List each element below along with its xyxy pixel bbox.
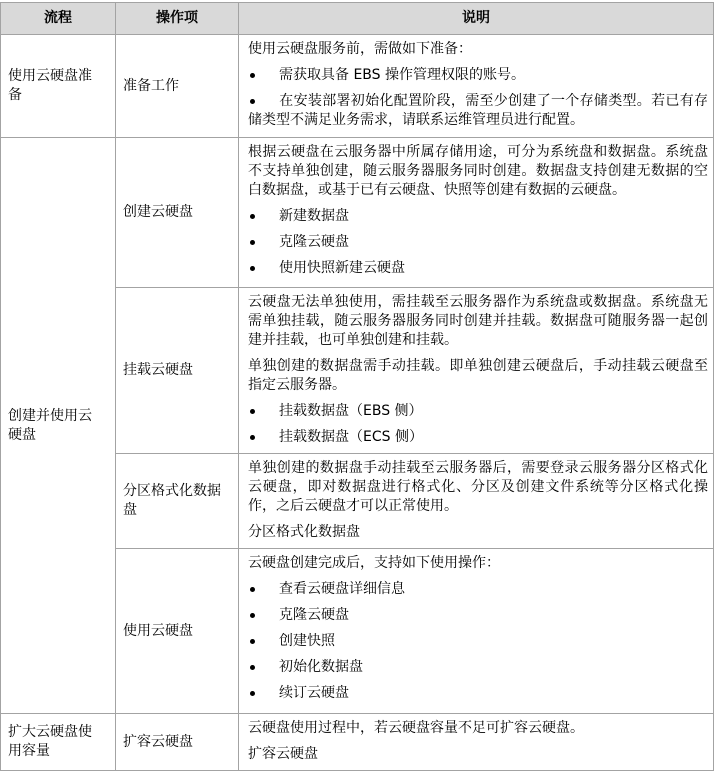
- description-cell: [239, 138, 714, 288]
- bullet-item: [248, 207, 708, 226]
- description-cell: [239, 454, 714, 549]
- bullet-icon: [248, 428, 279, 447]
- bullet-text: 在安装部署初始化配置阶段，需至少创建了一个存储类型。若已有存储类型不满足业务需求，请联系运维管理员进行配置。: [248, 93, 708, 128]
- description-text: 分区格式化数据盘: [248, 524, 360, 540]
- process-cell: [1, 138, 116, 714]
- operation-cell: [116, 714, 239, 771]
- bullet-item: [248, 684, 708, 703]
- bullet-item: [248, 259, 708, 278]
- description-text: 单独创建的数据盘需手动挂载。即单独创建云硬盘后，手动挂载云硬盘至指定云服务器。: [248, 358, 708, 393]
- bullet-icon: [248, 580, 279, 599]
- bullet-text: 挂载数据盘（ECS 侧）: [279, 429, 423, 445]
- header-description-label: 说明: [462, 10, 490, 26]
- header-operation: [116, 3, 239, 35]
- operation-label: 挂载云硬盘: [123, 362, 193, 378]
- description-text: 云硬盘无法单独使用，需挂载至云服务器作为系统盘或数据盘。系统盘无需单独挂载，随云服务器服务同时创建并挂载。数据盘可随服务器一起创建并挂载，也可单独创建和挂载。: [248, 294, 708, 348]
- bullet-text: 克隆云硬盘: [279, 234, 349, 250]
- operation-label: 准备工作: [123, 77, 179, 94]
- header-description: [239, 3, 714, 35]
- operation-label: 使用云硬盘: [123, 622, 193, 639]
- bullet-text: 挂载数据盘（EBS 侧）: [279, 403, 423, 419]
- header-operation-label: 操作项: [156, 10, 198, 26]
- bullet-text: 新建数据盘: [279, 208, 349, 224]
- description-text: 根据云硬盘在云服务器中所属存储用途，可分为系统盘和数据盘。系统盘不支持单独创建，随云服务器服务同时创建。数据盘支持创建无数据的空白数据盘，或基于已有云硬盘、快照等创建有数据的云硬盘。: [248, 144, 708, 198]
- bullet-item: [248, 428, 708, 447]
- bullet-text: 需获取具备 EBS 操作管理权限的账号。: [279, 67, 525, 83]
- bullet-item: [248, 658, 708, 677]
- process-label: 创建并使用云硬盘: [8, 407, 92, 443]
- description-cell: [239, 35, 714, 138]
- header-process-label: 流程: [44, 10, 72, 26]
- operation-cell: [116, 549, 239, 714]
- operation-label: 分区格式化数据盘: [123, 483, 221, 518]
- bullet-icon: [248, 233, 279, 252]
- bullet-text: 克隆云硬盘: [279, 607, 349, 623]
- process-label: 使用云硬盘准备: [8, 68, 92, 103]
- bullet-item: [248, 402, 708, 421]
- bullet-icon: [248, 632, 279, 651]
- operation-cell: [116, 35, 239, 138]
- bullet-icon: [248, 606, 279, 625]
- bullet-text: 使用快照新建云硬盘: [279, 260, 405, 276]
- description-cell: [239, 714, 714, 771]
- process-cell: [1, 35, 116, 138]
- operation-label: 扩容云硬盘: [123, 733, 193, 750]
- header-process: [1, 3, 116, 35]
- bullet-item: [248, 92, 708, 130]
- bullet-icon: [248, 402, 279, 421]
- bullet-text: 查看云硬盘详细信息: [279, 581, 405, 597]
- bullet-text: 创建快照: [279, 633, 335, 649]
- process-cell: [1, 714, 116, 771]
- operation-cell: [116, 138, 239, 288]
- bullet-text: 初始化数据盘: [279, 659, 363, 675]
- bullet-icon: [248, 684, 279, 703]
- description-text: 单独创建的数据盘手动挂载至云服务器后，需要登录云服务器分区格式化云硬盘，即对数据盘进行格式化、分区及创建文件系统等分区格式化操作，之后云硬盘才可以正常使用。: [248, 460, 708, 514]
- bullet-icon: [248, 259, 279, 278]
- description-text: 使用云硬盘服务前，需做如下准备：: [248, 41, 472, 57]
- bullet-item: [248, 580, 708, 599]
- bullet-item: [248, 632, 708, 651]
- bullet-icon: [248, 92, 279, 111]
- description-text: 云硬盘创建完成后，支持如下使用操作：: [248, 555, 500, 571]
- bullet-text: 续订云硬盘: [279, 685, 349, 701]
- bullet-item: [248, 606, 708, 625]
- bullet-item: [248, 233, 708, 252]
- operation-cell: [116, 454, 239, 549]
- description-cell: [239, 549, 714, 714]
- bullet-item: [248, 66, 708, 85]
- process-label: 扩大云硬盘使用容量: [8, 724, 92, 759]
- description-text: 云硬盘使用过程中，若云硬盘容量不足可扩容云硬盘。: [248, 720, 584, 736]
- bullet-icon: [248, 207, 279, 226]
- process-table: [0, 2, 714, 771]
- operation-cell: [116, 288, 239, 454]
- operation-label: 创建云硬盘: [123, 204, 193, 220]
- bullet-icon: [248, 66, 279, 85]
- bullet-icon: [248, 658, 279, 677]
- description-text: 扩容云硬盘: [248, 746, 318, 762]
- description-cell: [239, 288, 714, 454]
